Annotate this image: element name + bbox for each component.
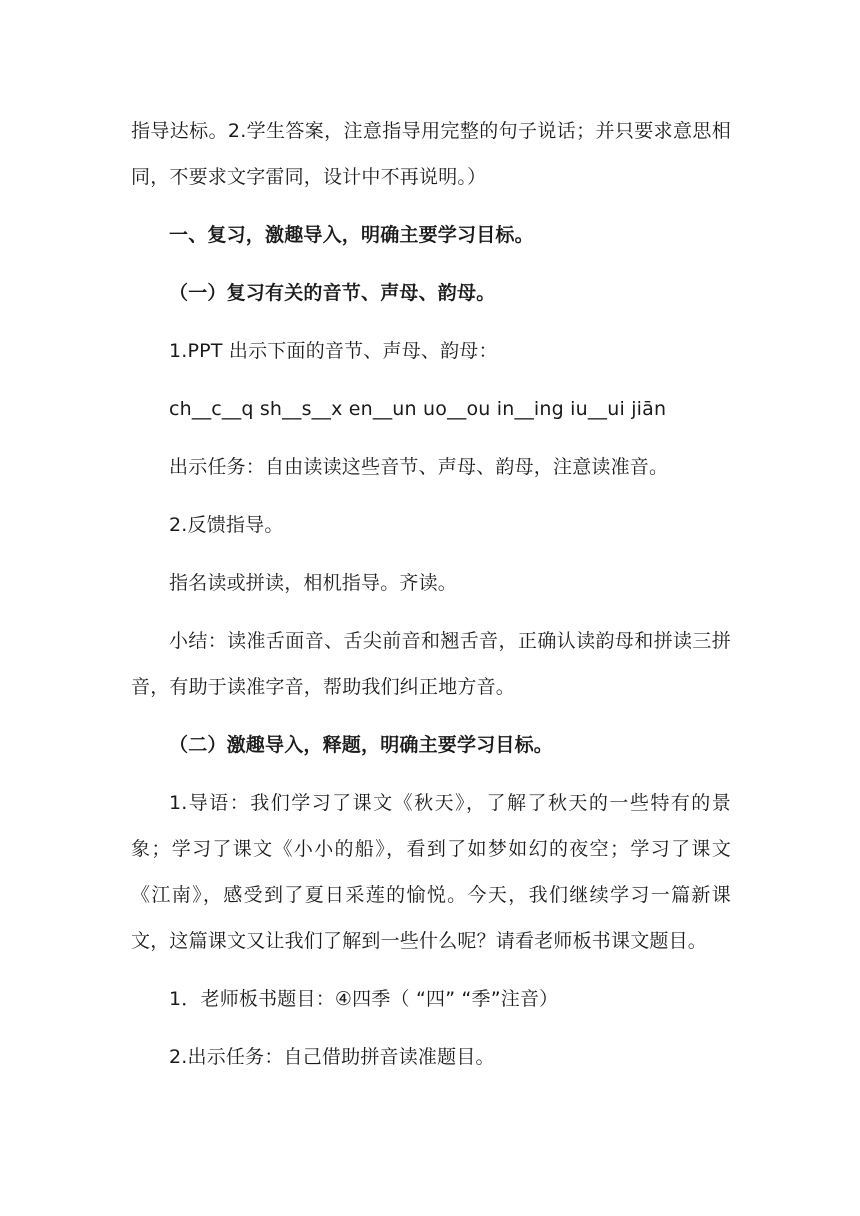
document-body: [131, 108, 731, 1080]
paragraph-feedback: 2.反馈指导。: [169, 514, 284, 536]
subsection-heading-1: （一）复习有关的音节、声母、韵母。: [169, 282, 496, 304]
paragraph-continuation: 指导达标。2.学生答案，注意指导用完整的句子说话；并只要求意思相同，不要求文字雷同，设计中不再说明。）: [131, 120, 731, 188]
section-heading-1: 一、复习，激趣导入，明确主要学习目标。: [169, 224, 534, 246]
paragraph-read-task: 2.出示任务：自己借助拼音读准题目。: [169, 1046, 495, 1068]
paragraph-task: 出示任务：自由读读这些音节、声母、韵母，注意读准音。: [169, 456, 669, 478]
paragraph-introduction: 1.导语：我们学习了课文《秋天》，了解了秋天的一些特有的景象；学习了课文《小小的船》，看到了如梦如幻的夜空；学习了课文《江南》，感受到了夏日采莲的愉悦。今天，我们继续学习一篇新课文，这篇课文又让我们了解到一些什么呢？请看老师板书课文题目。: [131, 792, 731, 952]
paragraph-board-title: 1．老师板书题目：④四季（ “四” “季”注音）: [169, 988, 559, 1010]
paragraph-reading: 指名读或拼读，相机指导。齐读。: [169, 572, 458, 594]
paragraph-summary: 小结：读准舌面音、舌尖前音和翘舌音，正确认读韵母和拼读三拼音，有助于读准字音，帮助我们纠正地方音。: [131, 630, 731, 698]
paragraph-ppt-instruction: 1.PPT 出示下面的音节、声母、韵母：: [169, 340, 498, 362]
subsection-heading-2: （二）激趣导入，释题，明确主要学习目标。: [169, 734, 554, 756]
paragraph-pinyin-list: ch__c__q sh__s__x en__un uo__ou in__ing iu__ui jiān: [169, 398, 667, 420]
